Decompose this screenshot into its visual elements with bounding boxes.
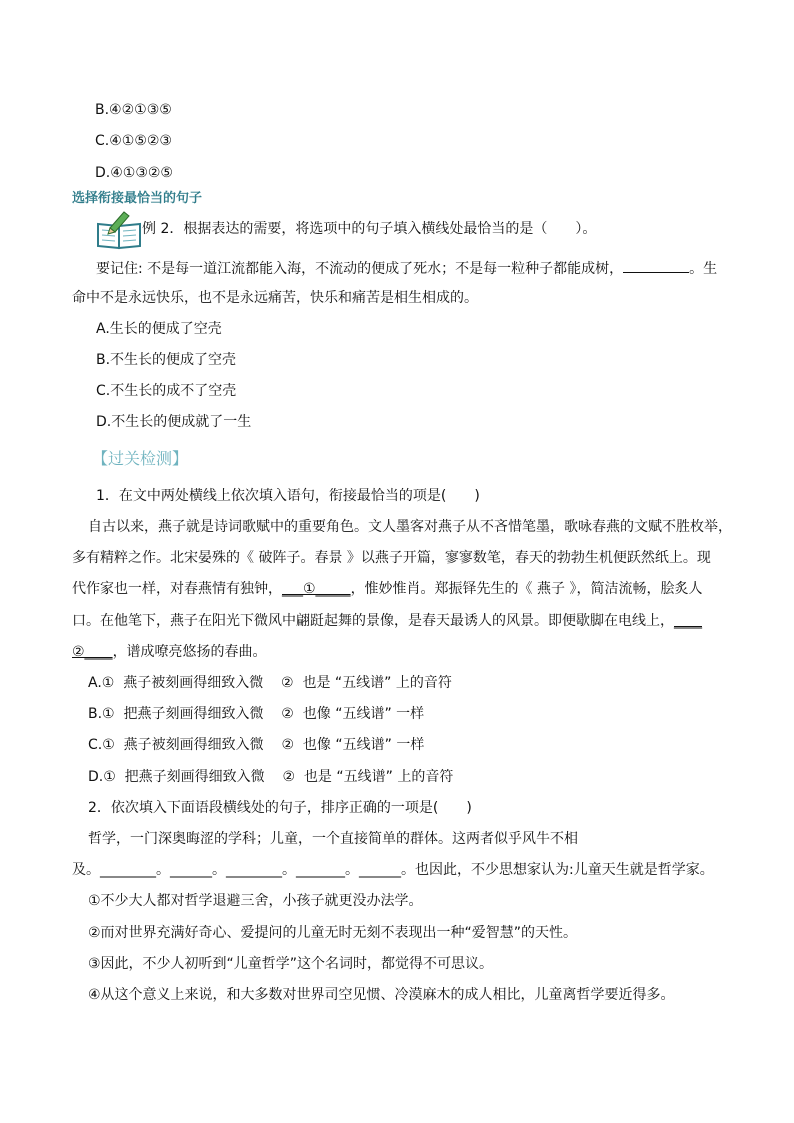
q1-option-d: D.① 把燕子刻画得细致入微 ② 也是 “五线谱” 上的音符: [88, 769, 454, 785]
q2-passage-line1: 哲学，一门深奥晦涩的学科；儿童，一个直接简单的群体。这两者似乎风牛不相: [88, 831, 578, 847]
book-pencil-icon: [96, 210, 144, 250]
q2-item-4: ④从这个意义上来说，和大多数对世界司空见惯、冷漠麻木的成人相比，儿童离哲学要近得多。: [88, 987, 675, 1003]
blank-2-start: ____: [674, 613, 702, 629]
q2-item-2: ②而对世界充满好奇心、爱提问的儿童无时无刻不表现出一种“爱智慧”的天性。: [88, 925, 578, 941]
example2-passage-line1: 要记住: 不是每一道江流都能入海，不流动的便成了死水；不是每一粒种子都能成树， 。生: [96, 257, 717, 279]
example2-option-c: C.不生长的成不了空壳: [96, 383, 237, 399]
q1-passage-line5: ②____，谱成嘹亮悠扬的春曲。: [72, 644, 267, 660]
q2-stem: 2．依次填入下面语段横线处的句子，排序正确的一项是( ): [88, 800, 472, 816]
q1-option-b: B.① 把燕子刻画得细致入微 ② 也像 “五线谱” 一样: [88, 706, 425, 722]
q1-stem: 1．在文中两处横线上依次填入语句，衔接最恰当的项是( ): [96, 488, 480, 504]
q1-passage-line3: 代作家也一样，对春燕情有独钟，___①_____，惟妙惟肖。郑振铎先生的《 燕子 》，简洁流畅，脍炙人: [72, 581, 703, 597]
option-b: B.④②①③⑤: [95, 102, 172, 118]
q1-passage-line1: 自古以来，燕子就是诗词歌赋中的重要角色。文人墨客对燕子从不吝惜笔墨，歌咏春燕的文赋不胜枚举，: [88, 519, 732, 535]
example2-option-b: B.不生长的便成了空壳: [96, 352, 237, 368]
q2-passage-line2: 及。________。______。________。_______。______。也因此，不少思想家认为:儿童天生就是哲学家。: [72, 862, 714, 878]
example2-passage-line2: 命中不是永远快乐，也不是永远痛苦，快乐和痛苦是相生相成的。: [72, 290, 478, 306]
answer-blank: [623, 257, 689, 273]
example2-option-a: A.生长的便成了空壳: [96, 321, 222, 337]
q1-passage-line2: 多有精粹之作。北宋晏殊的《 破阵子。春景 》以燕子开篇，寥寥数笔，春天的勃勃生机便跃然纸上。现: [72, 550, 711, 566]
blank-2-end: ②____: [72, 644, 113, 660]
option-c: C.④①⑤②③: [95, 133, 172, 149]
checkpoint-heading: 【过关检测】: [92, 449, 189, 468]
q2-item-3: ③因此，不少人初听到“儿童哲学”这个名词时，都觉得不可思议。: [88, 956, 494, 972]
option-d: D.④①③②⑤: [95, 165, 173, 181]
q2-item-1: ①不少大人都对哲学退避三舍，小孩子就更没办法学。: [88, 893, 423, 909]
q1-option-c: C.① 燕子被刻画得细致入微 ② 也像 “五线谱” 一样: [88, 737, 425, 753]
q1-option-a: A.① 燕子被刻画得细致入微 ② 也是 “五线谱” 上的音符: [88, 675, 452, 691]
example2-question: 例 2．根据表达的需要，将选项中的句子填入横线处最恰当的是（ ）。: [142, 221, 597, 237]
example2-option-d: D.不生长的便成就了一生: [96, 414, 252, 430]
q1-passage-line4: 口。在他笔下，燕子在阳光下微风中翩跹起舞的景像，是春天最诱人的风景。即便歇脚在电线上，____: [72, 613, 702, 629]
blank-1: ___①_____: [282, 581, 351, 597]
section-title: 选择衔接最恰当的句子: [72, 191, 203, 206]
